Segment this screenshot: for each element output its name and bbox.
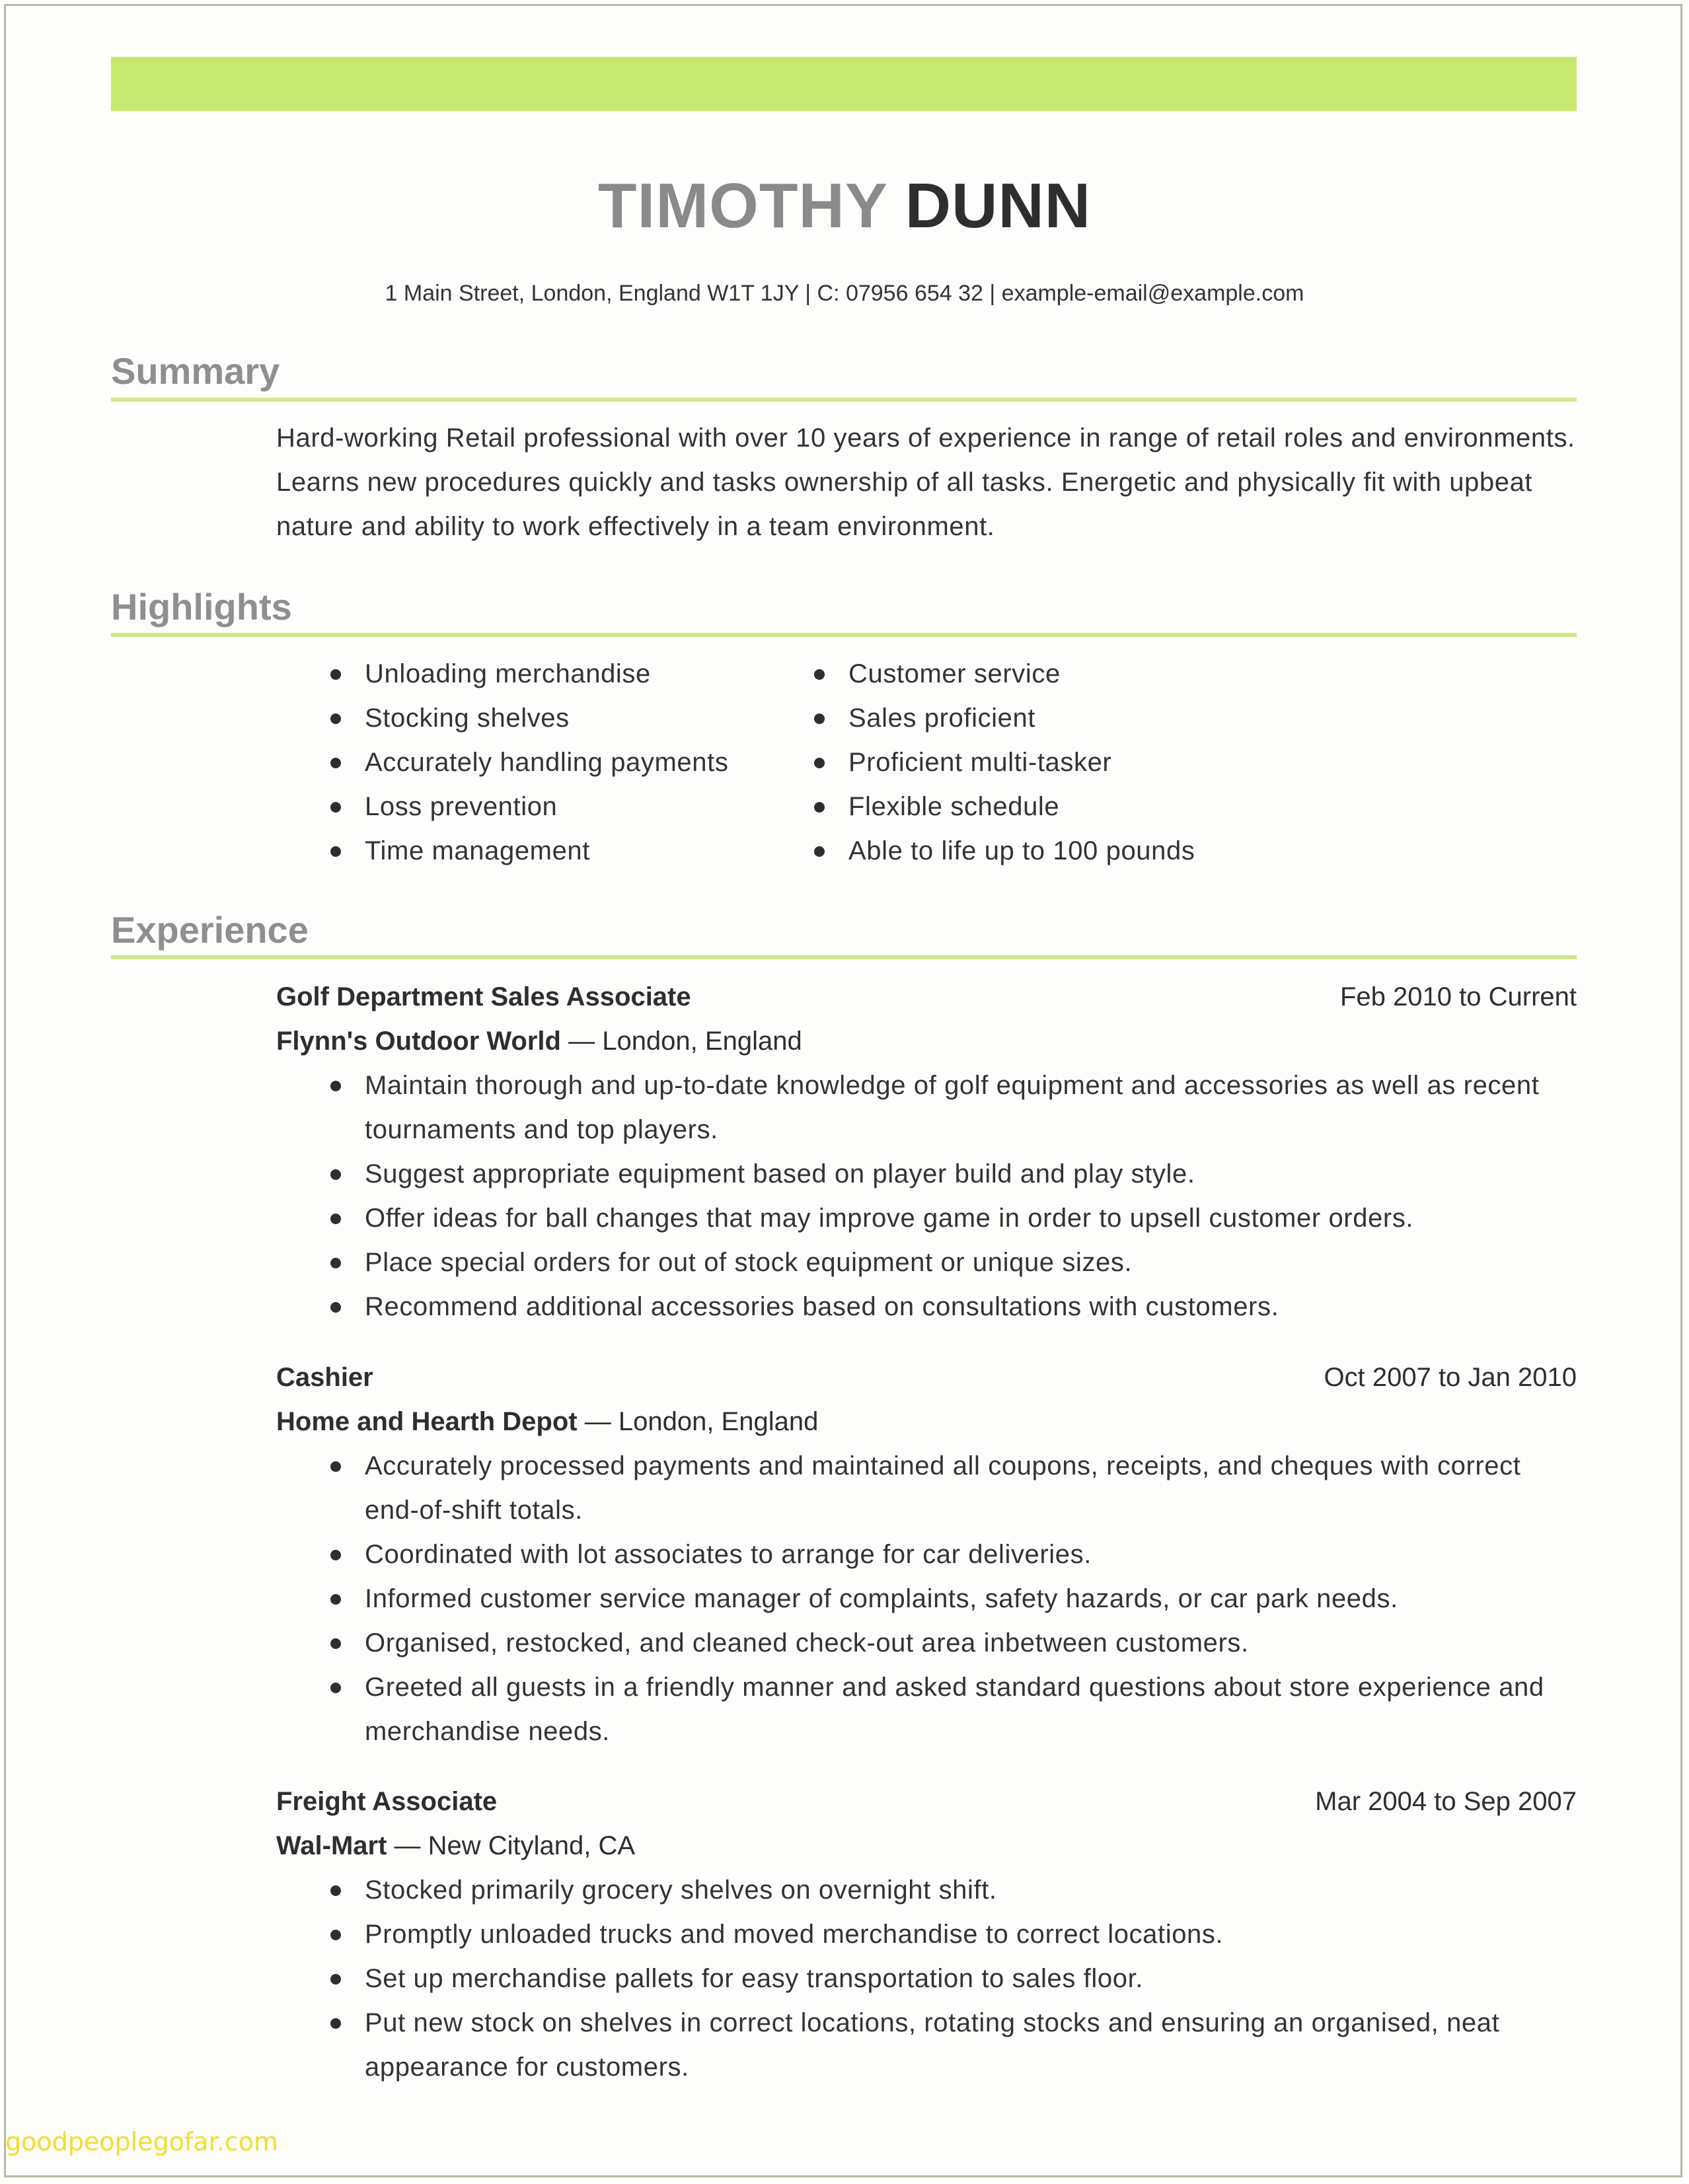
duty-item: Informed customer service manager of complaints, safety hazards, or car park needs. [328,1577,1577,1621]
duty-item: Recommend additional accessories based on consultations with customers. [328,1285,1577,1329]
job-entry [276,975,1577,1329]
experience-rule [111,955,1577,959]
experience-heading: Experience [111,909,309,951]
duty-item: Accurately processed payments and maintained all coupons, receipts, and cheques with correct end-of-shift totals. [328,1444,1577,1533]
company-location: — New Cityland, CA [387,1831,636,1860]
accent-bar [111,57,1577,111]
highlights-right-list [811,652,1195,873]
highlight-item: Customer service [811,652,1195,696]
candidate-name [0,166,1689,246]
duty-item: Put new stock on shelves in correct locations, rotating stocks and ensuring an organised, neat appearance for customers. [328,2001,1577,2090]
first-name: TIMOTHY [597,170,887,241]
job-duties-list [276,1444,1577,1754]
company-name: Flynn's Outdoor World [276,1027,561,1056]
watermark-text: goodpeoplegofar.com [5,2127,278,2156]
company-name: Home and Hearth Depot [276,1407,578,1436]
duty-item: Organised, restocked, and cleaned check-out area inbetween customers. [328,1621,1577,1665]
job-dates: Mar 2004 to Sep 2007 [1315,1787,1577,1816]
highlight-item: Sales proficient [811,696,1195,741]
highlight-item: Accurately handling payments [328,741,728,785]
company-location: — London, England [560,1027,802,1056]
company-name: Wal-Mart [276,1831,387,1860]
highlight-item: Proficient multi-tasker [811,741,1195,785]
duty-item: Promptly unloaded trucks and moved merchandise to correct locations. [328,1912,1577,1957]
summary-text: Hard-working Retail professional with over 10 years of experience in range of retail roles and environments. Learns new procedures quickly and tasks ownership of all tasks. Energetic and physically fit with upbeat nature and ability to work effectively in a team environment. [276,423,1575,541]
company-location: — London, England [577,1407,819,1436]
job-title: Cashier [276,1363,373,1392]
highlights-left-list [328,652,728,873]
highlight-item: Able to life up to 100 pounds [811,829,1195,873]
duty-item: Offer ideas for ball changes that may improve game in order to upsell customer orders. [328,1196,1577,1241]
summary-rule [111,398,1577,402]
job-entry [276,1356,1577,1754]
job-dates: Feb 2010 to Current [1340,982,1577,1011]
duty-item: Coordinated with lot associates to arrange for car deliveries. [328,1533,1577,1577]
job-duties-list [276,1868,1577,2090]
duty-item: Place special orders for out of stock equipment or unique sizes. [328,1241,1577,1285]
job-employer [276,1824,1577,1868]
duty-item: Suggest appropriate equipment based on player build and play style. [328,1152,1577,1196]
highlight-item: Unloading merchandise [328,652,728,696]
duty-item: Greeted all guests in a friendly manner and asked standard questions about store experience and merchandise needs. [328,1665,1577,1754]
highlights-rule [111,633,1577,637]
job-entry [276,1780,1577,2090]
highlights-heading: Highlights [111,586,292,628]
job-employer [276,1019,1577,1064]
duty-item: Set up merchandise pallets for easy transportation to sales floor. [328,1957,1577,2001]
highlight-item: Time management [328,829,728,873]
summary-heading: Summary [111,350,280,392]
duty-item: Maintain thorough and up-to-date knowledge of golf equipment and accessories as well as recent tournaments and top players. [328,1064,1577,1152]
job-header [276,1356,1577,1400]
highlight-item: Flexible schedule [811,785,1195,829]
job-dates: Oct 2007 to Jan 2010 [1324,1363,1577,1392]
last-name: DUNN [905,170,1092,241]
highlight-item: Loss prevention [328,785,728,829]
job-header [276,975,1577,1019]
duty-item: Stocked primarily grocery shelves on overnight shift. [328,1868,1577,1912]
job-header [276,1780,1577,1824]
job-duties-list [276,1064,1577,1329]
job-title: Golf Department Sales Associate [276,982,691,1011]
job-employer [276,1400,1577,1444]
job-title: Freight Associate [276,1787,498,1816]
contact-line: 1 Main Street, London, England W1T 1JY | C: 07956 654 32 | example-email@example.com [385,281,1304,306]
highlight-item: Stocking shelves [328,696,728,741]
